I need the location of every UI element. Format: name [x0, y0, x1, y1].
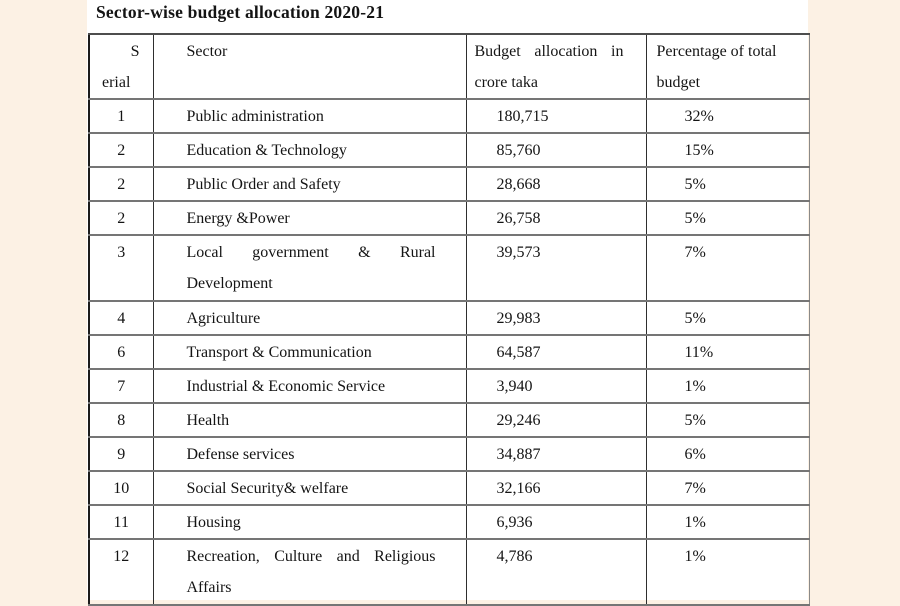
percentage-cell: 5%: [646, 301, 809, 335]
budget-cell: 26,758: [466, 201, 646, 235]
serial-cell: 3: [89, 235, 153, 301]
percentage-cell: 5%: [646, 403, 809, 437]
table-row: [89, 471, 809, 505]
table-row: [89, 539, 809, 605]
header-budget: Budget allocation in crore taka: [466, 34, 646, 99]
serial-cell: 2: [89, 167, 153, 201]
serial-cell: 9: [89, 437, 153, 471]
serial-cell: 11: [89, 505, 153, 539]
serial-cell: 7: [89, 369, 153, 403]
budget-cell: 32,166: [466, 471, 646, 505]
percentage-cell: 32%: [646, 99, 809, 133]
serial-cell: 6: [89, 335, 153, 369]
table-row: [89, 301, 809, 335]
budget-cell: 180,715: [466, 99, 646, 133]
header-serial-line2: erial: [102, 74, 131, 91]
percentage-cell: 15%: [646, 133, 809, 167]
budget-cell: 34,887: [466, 437, 646, 471]
serial-cell: 2: [89, 133, 153, 167]
sector-cell: Energy &Power: [153, 201, 466, 235]
page-title: Sector-wise budget allocation 2020-21: [96, 2, 385, 22]
header-serial: [89, 34, 153, 99]
table-row: [89, 167, 809, 201]
percentage-cell: 5%: [646, 167, 809, 201]
sector-cell: Education & Technology: [153, 133, 466, 167]
serial-cell: 1: [89, 99, 153, 133]
budget-cell: 85,760: [466, 133, 646, 167]
serial-cell: 10: [89, 471, 153, 505]
table-header-row: [89, 34, 809, 99]
table-row: [89, 335, 809, 369]
budget-cell: 29,246: [466, 403, 646, 437]
table-row: [89, 437, 809, 471]
budget-cell: 3,940: [466, 369, 646, 403]
sector-cell: Industrial & Economic Service: [153, 369, 466, 403]
header-sector: Sector: [153, 34, 466, 99]
budget-cell: 28,668: [466, 167, 646, 201]
percentage-cell: 5%: [646, 201, 809, 235]
sector-cell: Social Security& welfare: [153, 471, 466, 505]
percentage-cell: 1%: [646, 539, 809, 605]
sector-cell: Agriculture: [153, 301, 466, 335]
serial-cell: 8: [89, 403, 153, 437]
sector-cell: Housing: [153, 505, 466, 539]
budget-table: [88, 33, 810, 606]
budget-cell: 64,587: [466, 335, 646, 369]
table-row: [89, 201, 809, 235]
sector-cell: Recreation, Culture and Religious Affairs: [153, 539, 466, 605]
serial-cell: 4: [89, 301, 153, 335]
percentage-cell: 6%: [646, 437, 809, 471]
budget-cell: 29,983: [466, 301, 646, 335]
table-row: [89, 505, 809, 539]
percentage-cell: 11%: [646, 335, 809, 369]
table-row: [89, 99, 809, 133]
sector-cell: Health: [153, 403, 466, 437]
percentage-cell: 7%: [646, 471, 809, 505]
serial-cell: 2: [89, 201, 153, 235]
budget-cell: 39,573: [466, 235, 646, 301]
sector-cell: Defense services: [153, 437, 466, 471]
table-row: [89, 133, 809, 167]
percentage-cell: 1%: [646, 505, 809, 539]
table-row: [89, 403, 809, 437]
sector-cell: Public Order and Safety: [153, 167, 466, 201]
serial-cell: 12: [89, 539, 153, 605]
sector-cell: Local government & Rural Development: [153, 235, 466, 301]
percentage-cell: 7%: [646, 235, 809, 301]
percentage-cell: 1%: [646, 369, 809, 403]
table-row: [89, 235, 809, 301]
sector-cell: Public administration: [153, 99, 466, 133]
header-serial-line1: S: [130, 43, 140, 60]
table-row: [89, 369, 809, 403]
sector-cell: Transport & Communication: [153, 335, 466, 369]
budget-cell: 6,936: [466, 505, 646, 539]
budget-cell: 4,786: [466, 539, 646, 605]
header-percentage: Percentage of total budget: [646, 34, 809, 99]
